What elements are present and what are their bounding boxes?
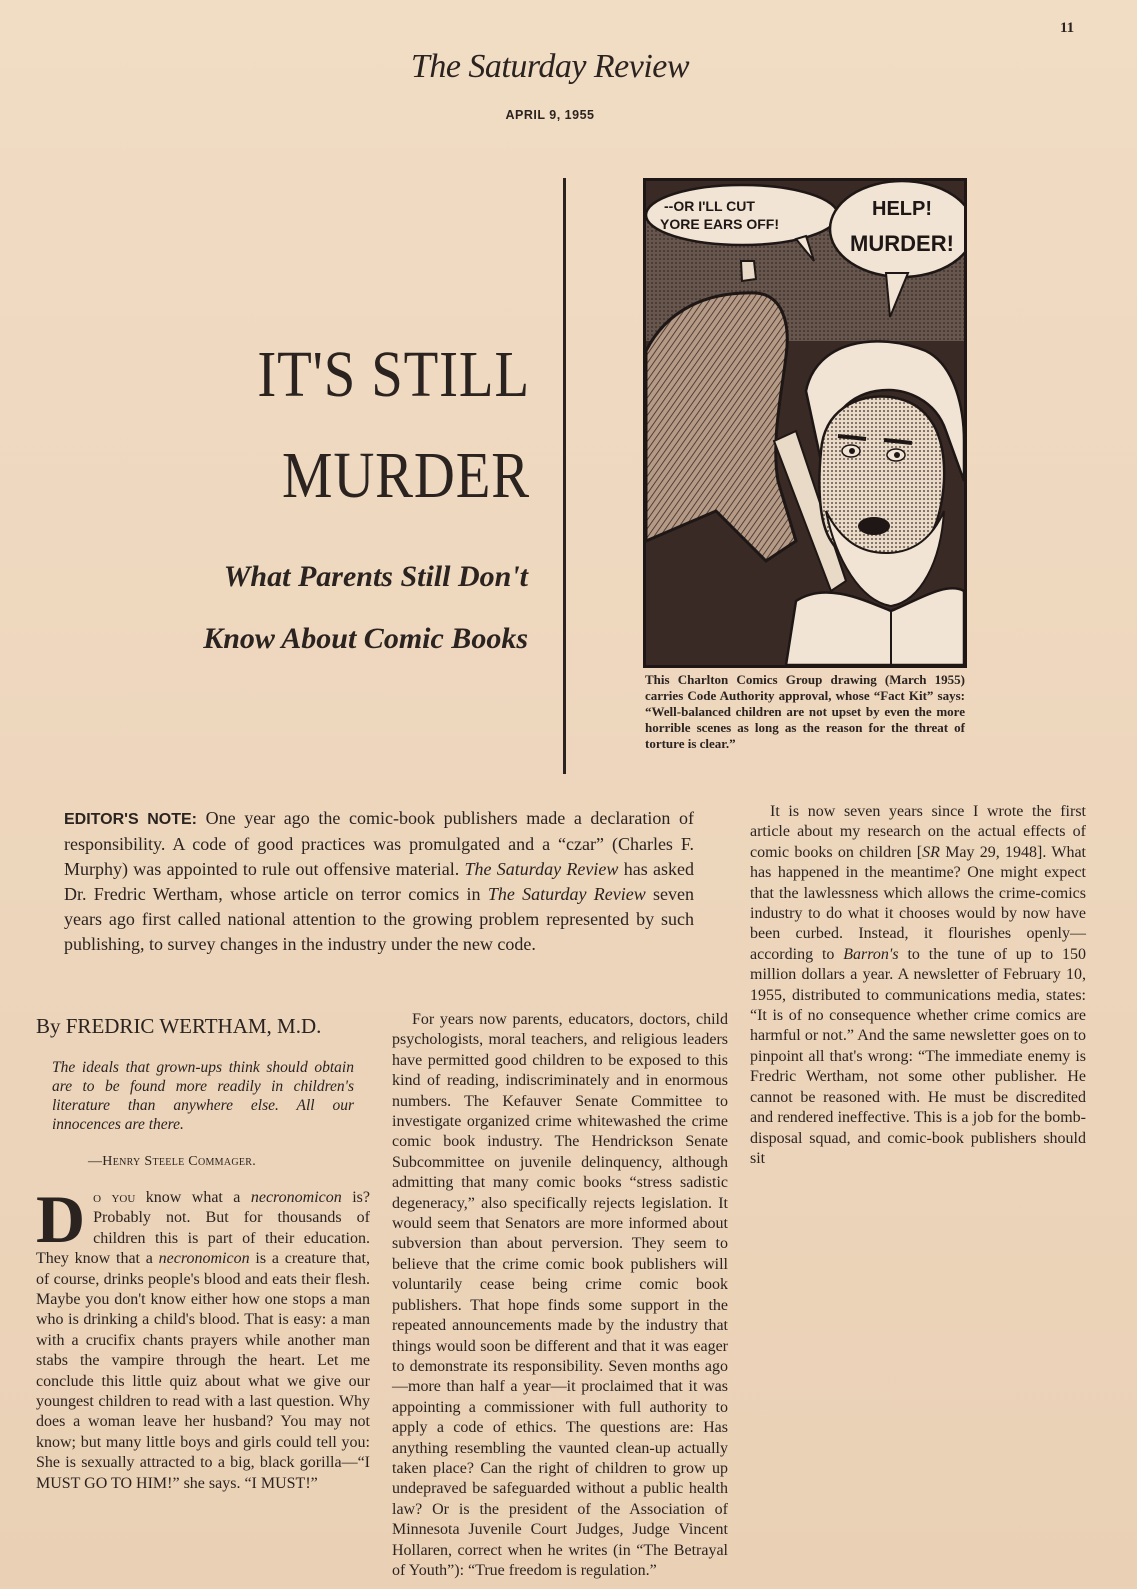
article-column-1 <box>36 1181 370 1494</box>
balloon-left-text: --OR I'LL CUT YORE EARS OFF! <box>660 198 780 232</box>
drop-cap: D <box>36 1181 86 1257</box>
subheadline-line-1: What Parents Still Don't <box>223 560 528 593</box>
opening-small-caps: o you <box>93 1189 136 1206</box>
body-term: necronomicon <box>250 1189 342 1206</box>
comic-panel-illustration <box>643 178 967 668</box>
body-paragraph-1-text: is a creature that, of course, drinks people's blood and eats their flesh. Maybe you don't know either how one stops a man who is drinking a child's blood. That is easy: a man with a crucifix chants prayers while another man stabs the vampire through the heart. Let me conclude this little quiz about what we give our youngest children to read with a last question. Why does a woman leave her husband? You may not know; but many little boys and girls could tell you: She is sexually attracted to a big, black gorilla—“I MUST GO TO HIM!” she says. “I MUST!” <box>36 1250 370 1492</box>
body-term: necronomicon <box>158 1250 250 1268</box>
editors-note-label: EDITOR'S NOTE: <box>64 811 197 828</box>
balloon-murder-text: MURDER! <box>850 231 954 256</box>
body-text: It is now seven years since I wrote the first article about my research on the actual effects of comic books on children [ <box>750 803 1086 861</box>
body-text: know what a <box>135 1189 251 1206</box>
body-publication: Barron's <box>843 945 899 963</box>
comic-drawing <box>646 181 964 665</box>
epigraph-quote: The ideals that grown-ups think should obtain are to be found more readily in children's literature than anywhere else. All our innocences are there. <box>52 1059 354 1133</box>
issue-date: APRIL 9, 1955 <box>505 108 595 122</box>
page-number: 11 <box>1060 20 1075 36</box>
headline-line-2: MURDER <box>281 439 530 512</box>
body-text: to the tune of up to 150 million dollars a year. A newsletter of February 10, 1955, distributed to communications media, states: “It is of no consequence whether crime comics are harmful or not.” And the same newsletter goes on to pinpoint all that's wrong: “The immediate enemy is Fredric Wertham, not some other publisher. He cannot be reasoned with. He must be discredited and rendered ineffective. This is a job for the bomb-disposal squad, and comic-book publishers should sit <box>750 945 1086 1167</box>
body-citation: SR <box>922 843 940 861</box>
headline-line-1: IT'S STILL <box>257 338 530 411</box>
subheadline-line-2: Know About Comic Books <box>203 622 528 655</box>
epigraph-attribution: —Henry Steele Commager. <box>88 1154 257 1169</box>
article-column-3 <box>750 802 1086 1169</box>
byline: By FREDRIC WERTHAM, M.D. <box>36 1014 322 1038</box>
vertical-rule <box>563 178 566 774</box>
editors-note-publication-2: The Saturday Review <box>487 884 646 904</box>
editors-note-text-3: seven years ago first called national attention to the growing problem represented by such publishing, to survey changes in the industry under the new code. <box>64 884 695 954</box>
body-paragraph-2: For years now parents, educators, doctors, child psychologists, moral teachers, and religious leaders have permitted good children to be exposed to this kind of reading, indiscriminately and in enormous numbers. The Kefauver Senate Committee to investigate organized crime whitewashed the crime comic book industry. The Hendrickson Senate Subcommittee on juvenile delinquency, although admitting that many comic books “stress sadistic degeneracy,” also specifically rejects legislation. It would seem that Senators are more informed about subversion than about perversion. They seem to believe that the crime comic book publishers will voluntarily cease being crime comic book publishers. That hope finds some support in the repeated announcements made by the industry that things would soon be different and that it was eager to demonstrate its responsibility. Seven months ago—more than half a year—it proclaimed that it was appointing a commissioner with full authority to apply a code of ethics. The questions are: Has anything resembling the vaunted clean-up actually taken place? Can the right of children to grow up undepraved be safeguarded without a public health law? Or is the president of the Association of Minnesota Juvenile Court Judges, Judge Vincent Hollaren, correct when he writes (in “The Betrayal of Youth”): “True freedom is regulation.” <box>392 1011 728 1579</box>
balloon-help-text: HELP! <box>872 198 932 220</box>
body-text: May 29, 1948]. What has happened in the meantime? One might expect that the lawlessness which allows the crime-comics industry to do what it chooses would by now have been curbed. Instead, it flourishes openly—according to <box>750 843 1086 963</box>
editors-note-text-2: has asked Dr. Fredric Wertham, whose article on terror comics in <box>64 859 694 904</box>
editors-note-publication-1: The Saturday Review <box>464 859 619 879</box>
masthead: The Saturday Review <box>410 48 690 85</box>
editors-note <box>64 806 694 957</box>
body-text: is? Probably not. But for thousands of children this is part of their education. They know that a <box>36 1189 370 1268</box>
editors-note-text-1: One year ago the comic-book publishers made a declaration of responsibility. A code of good practices was promulgated and a “czar” (Charles F. Murphy) was appointed to rule out offensive material. <box>64 808 695 879</box>
article-column-2 <box>392 1010 728 1581</box>
illustration-caption: This Charlton Comics Group drawing (March 1955) carries Code Authority approval, whose “Fact Kit” says: “Well-balanced children are not upset by even the more horrible scenes as long as the reason for the threat of torture is clear.” <box>645 672 965 751</box>
